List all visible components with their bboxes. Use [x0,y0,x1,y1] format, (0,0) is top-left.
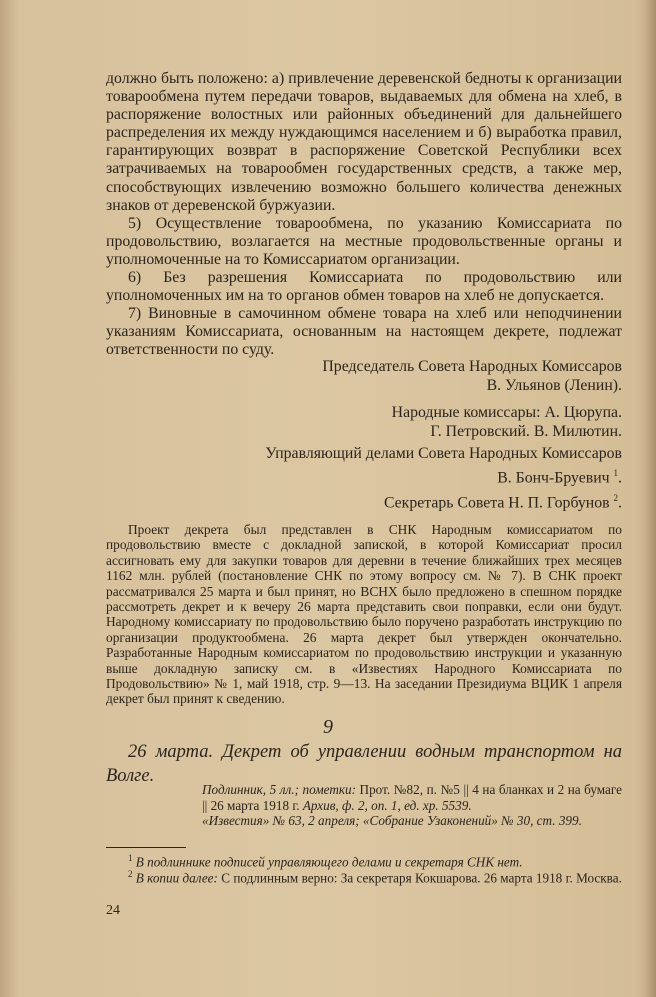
commissars-line-1: Народные комиссары: А. Цюрупа. [391,404,622,421]
signature-secretary [106,489,622,513]
secretary-name: Секретарь Совета Н. П. Горбунов [383,494,610,512]
signature-chair [106,358,622,395]
source-publications: «Известия» № 63, 2 апреля; «Собрание Узаконений» № 30, ст. 399. [202,813,582,829]
chair-title: Председатель Совета Народных Комиссаров [322,358,622,375]
chair-name: В. Ульянов (Ленин). [486,376,622,394]
manager-name: В. Бонч-Бруевич [497,468,610,486]
footnote-divider [106,847,186,848]
signature-commissars [106,404,622,441]
source-original: Подлинник, 5 лл.; пометки: [202,782,356,797]
source-line-1 [202,782,622,813]
source-reference [202,782,622,829]
editor-note: Проект декрета был представлен в СНК Народным комиссариатом по продовольствию вместе с докладной запиской, в которой Комиссариат просил ассигновать ему для закупки товаров для деревни в течение ближайших трех месяцев 1162 млн. рублей (постановление СНК по этому вопросу см. № 7). В СНК проект рассматривался 25 марта и был принят, но ВСНХ было предложено в спешном порядке рассмотреть декрет и к вечеру 26 марта представить свои поправки, если они будут. Народному комиссариату по продовольствию было поручено разработать инструкцию по организации продуктообмена. 26 марта декрет был утвержден окончательно. Разработанные Народным комиссариатом по продовольствию инструкции и указанную выше докладную записку см. в «Известиях Народного Комиссариата по Продовольствию» № 1, май 1918, стр. 9—13. На заседании Президиума ВЦИК 1 апреля декрет был принят к сведению. [106,522,622,707]
footnote-2-text: С подлинным верно: За секретаря Кокшарова. 26 марта 1918 г. Москва. [217,870,622,886]
manager-name-line: В. Бонч-Бруевич $^1$. [497,467,622,486]
footnote-2-mark: 2 [128,869,133,879]
source-line-2 [202,813,622,829]
decree-body [106,70,622,360]
document-heading: 26 марта. Декрет об управлении водным транспортом на Волге. [106,742,622,786]
page-edge [646,0,656,997]
footnote-1-text: В подлиннике подписей управляющего делами и секретаря СНК нет. [135,854,523,870]
footnote-2 [106,867,622,886]
paragraph-5: 5) Осуществление товарообмена, по указанию Комиссариата по продовольствию, возлагается на местные продовольственные органы и уполномоченные на то Комиссариатом организации. [106,214,622,268]
page-number: 24 [106,903,120,918]
document-number: 9 [323,716,333,738]
paragraph-continued: должно быть положено: а) привлечение деревенской бедноты к организации товарообмена путем передачи товаров, выдаваемых для обмена на хлеб, в распоряжение волостных или районных объединений для дальнейшего распределения их между нуждающимся населением и б) выработка правил, гарантирующих возврат в распоряжение Советской Республики всех затрачиваемых на товарообмен государственных средств, а также мер, способствующих извлечению возможно большего количества денежных знаков от деревенской буржуазии. [106,70,622,214]
source-marks: Прот. №82, п. №5 || 4 на бланках и 2 на бумаге || 26 марта 1918 г. [202,782,622,813]
manager-title: Управляющий делами Совета Народных Комиссаров [265,445,622,462]
source-archive: Архив, ф. 2, оп. 1, ед. хр. 5539. [302,797,472,813]
signature-manager [106,445,622,487]
commissars-line-2: Г. Петровский. В. Милютин. [430,422,622,440]
footnote-1-mark: 1 [128,853,133,863]
footnote-ref-2: 2 [613,493,619,503]
paragraph-6: 6) Без разрешения Комиссариата по продовольствию или уполномоченных им на то органов обмен товаров на хлеб не допускается. [106,269,622,305]
paragraph-7: 7) Виновные в самочинном обмене товара на хлеб или неподчинении указаниям Комиссариата, основанным на настоящем декрете, подлежат ответственности по суду. [106,305,622,359]
secretary-line: Секретарь Совета Н. П. Горбунов $^2$. [383,493,622,512]
footnote-2-italic: В копии далее: [135,870,218,886]
footnote-ref-1: 1 [613,467,619,478]
